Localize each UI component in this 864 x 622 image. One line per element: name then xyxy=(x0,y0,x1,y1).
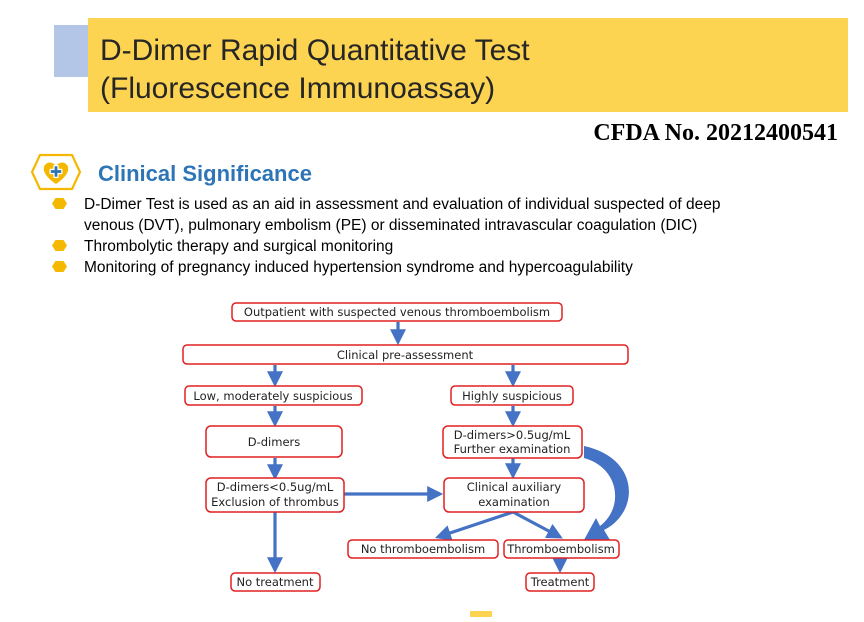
node-no-treatment: No treatment xyxy=(236,575,314,589)
node-pre-assessment: Clinical pre-assessment xyxy=(336,348,474,362)
node-auxiliary-1: Clinical auxiliary xyxy=(466,480,562,494)
node-thromboembolism: Thromboembolism xyxy=(507,542,615,556)
cfda-number: CFDA No. 20212400541 xyxy=(593,120,838,146)
node-ddimers: D-dimers xyxy=(247,435,301,449)
node-ddimers-high-2: Further examination xyxy=(453,442,571,456)
bullet-line: Monitoring of pregnancy induced hypertension syndrome and hypercoagulability xyxy=(84,259,633,276)
arrow xyxy=(513,512,560,537)
bottom-accent xyxy=(470,611,492,617)
node-start: Outpatient with suspected venous thromboembolism xyxy=(243,305,551,319)
node-treatment: Treatment xyxy=(530,575,590,589)
curved-arrow xyxy=(584,446,629,540)
bullet-line: venous (DVT), pulmonary embolism (PE) or disseminated intravascular coagulation (DIC) xyxy=(84,217,698,234)
bullet-line: D-Dimer Test is used as an aid in assessment and evaluation of individual suspected of deep xyxy=(84,196,721,213)
node-high-suspicion: Highly suspicious xyxy=(462,389,562,403)
arrow xyxy=(438,512,513,537)
title-line-2: (Fluorescence Immunoassay) xyxy=(100,72,496,105)
title-line-1: D-Dimer Rapid Quantitative Test xyxy=(100,34,530,67)
node-low-suspicion: Low, moderately suspicious xyxy=(193,389,353,403)
node-ddimers-low-1: D-dimers<0.5ug/mL xyxy=(216,480,334,494)
node-auxiliary-2: examination xyxy=(478,495,550,509)
bullet-line: Thrombolytic therapy and surgical monitoring xyxy=(84,238,394,255)
node-no-thromboembolism: No thromboembolism xyxy=(360,542,486,556)
section-heading: Clinical Significance xyxy=(98,161,312,186)
node-ddimers-low-2: Exclusion of thrombus xyxy=(211,495,339,509)
node-ddimers-high-1: D-dimers>0.5ug/mL xyxy=(453,428,571,442)
